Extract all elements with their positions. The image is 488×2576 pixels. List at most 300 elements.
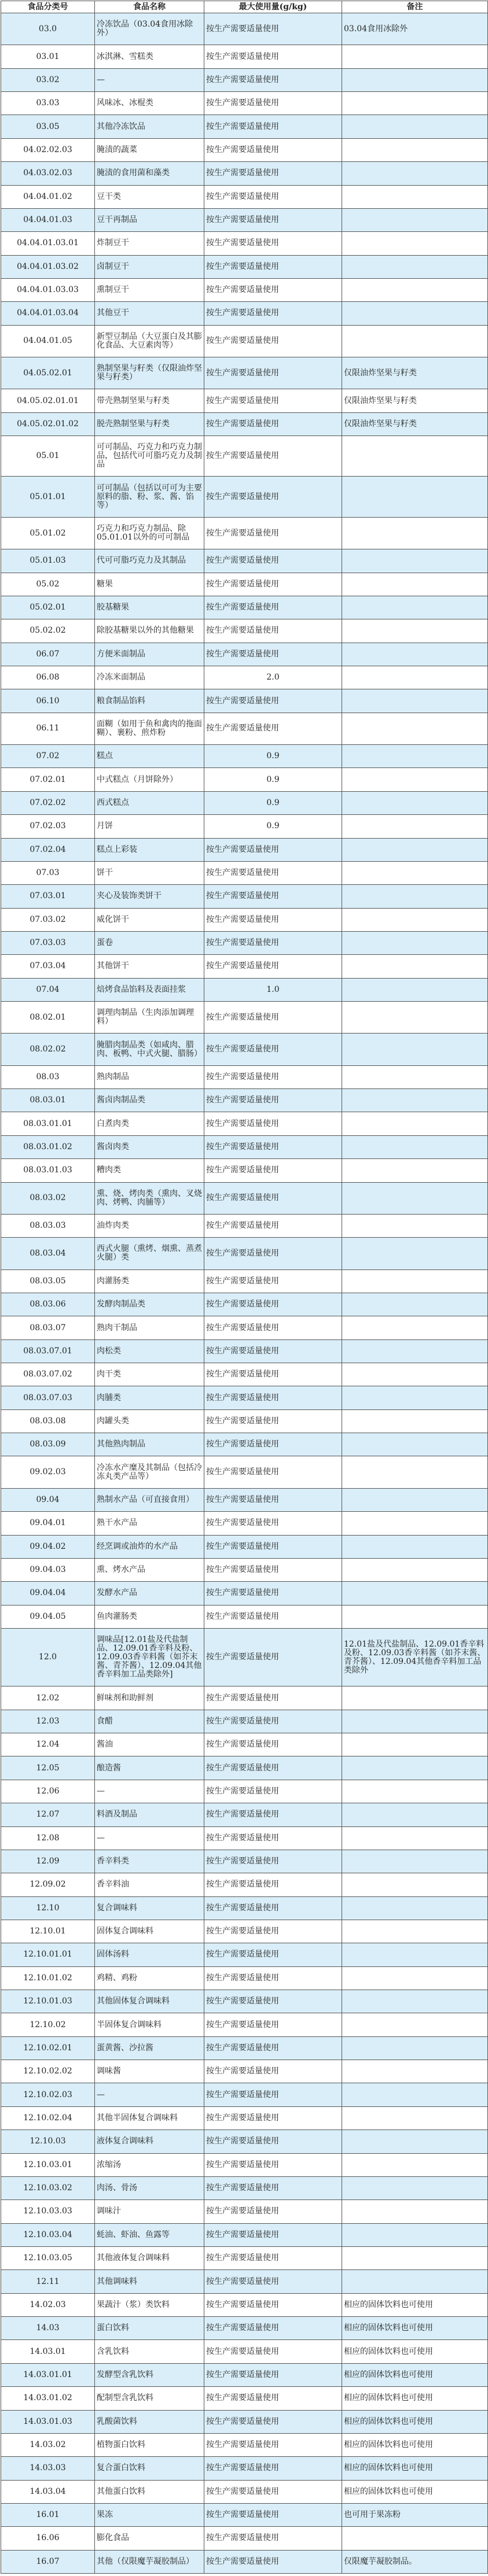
cell-max-usage: 按生产需要适量使用 (204, 2153, 342, 2176)
table-row (1, 255, 488, 278)
cell-food-name: 香辛料油 (95, 1873, 204, 1896)
cell-food-name: 其他半固体复合调味料 (95, 2106, 204, 2130)
cell-food-name: 脱壳熟制坚果与籽类 (95, 412, 204, 436)
table-row (1, 357, 488, 389)
cell-food-name: 植物蛋白饮料 (95, 2433, 204, 2456)
cell-remarks (342, 931, 488, 954)
cell-food-name: 发酵型含乳饮料 (95, 2363, 204, 2386)
cell-remarks (342, 2083, 488, 2106)
cell-food-category-code: 12.06 (1, 1780, 95, 1803)
cell-food-name: 蛋白饮料 (95, 2317, 204, 2340)
cell-food-category-code: 14.03.01 (1, 2340, 95, 2363)
cell-remarks (342, 115, 488, 138)
header-remarks: 备注 (342, 1, 488, 13)
cell-max-usage: 按生产需要适量使用 (204, 1850, 342, 1873)
cell-food-category-code: 08.03.07.01 (1, 1339, 95, 1363)
cell-max-usage: 按生产需要适量使用 (204, 1089, 342, 1112)
table-row (1, 1850, 488, 1873)
cell-remarks (342, 1512, 488, 1535)
table-row (1, 931, 488, 954)
table-header-row (1, 1, 488, 13)
cell-max-usage: 按生产需要适量使用 (204, 1034, 342, 1065)
cell-food-name: 熟干水产品 (95, 1512, 204, 1535)
cell-remarks (342, 1850, 488, 1873)
cell-food-name: — (95, 2083, 204, 2106)
cell-food-name: 半固体复合调味料 (95, 2013, 204, 2036)
cell-food-category-code: 09.04.02 (1, 1535, 95, 1558)
cell-food-category-code: 09.04.05 (1, 1605, 95, 1628)
cell-max-usage: 按生产需要适量使用 (204, 1456, 342, 1488)
cell-food-category-code: 12.02 (1, 1686, 95, 1710)
cell-food-name: 鸡精、鸡粉 (95, 1966, 204, 1990)
table-row (1, 2317, 488, 2340)
cell-food-name: 调理肉制品（生肉添加调理料） (95, 1002, 204, 1034)
cell-max-usage: 按生产需要适量使用 (204, 1409, 342, 1433)
table-row (1, 2036, 488, 2060)
table-row (1, 1135, 488, 1158)
cell-remarks: 仅限油炸坚果与籽类 (342, 389, 488, 412)
cell-food-category-code: 04.04.01.03.04 (1, 302, 95, 325)
cell-food-category-code: 14.03 (1, 2317, 95, 2340)
cell-remarks (342, 713, 488, 744)
cell-remarks (342, 1135, 488, 1158)
cell-remarks (342, 2060, 488, 2083)
cell-remarks: 仅限魔芋凝胶制品。 (342, 2550, 488, 2573)
cell-max-usage: 按生产需要适量使用 (204, 955, 342, 978)
cell-food-name: 蛋卷 (95, 931, 204, 954)
table-row (1, 2433, 488, 2456)
cell-food-name: 鲜味剂和助鲜剂 (95, 1686, 204, 1710)
cell-food-name: 熟制水产品（可直接食用） (95, 1488, 204, 1511)
cell-food-name: 西式火腿（熏烤、烟熏、蒸煮火腿）类 (95, 1238, 204, 1269)
cell-food-category-code: 07.02 (1, 745, 95, 768)
table-row (1, 1293, 488, 1316)
cell-food-category-code: 12.10.03.05 (1, 2246, 95, 2269)
cell-max-usage: 按生产需要适量使用 (204, 477, 342, 517)
cell-max-usage: 按生产需要适量使用 (204, 68, 342, 91)
table-row (1, 2153, 488, 2176)
cell-food-category-code: 08.03.01 (1, 1089, 95, 1112)
cell-remarks (342, 2176, 488, 2199)
cell-food-category-code: 12.10.02.04 (1, 2106, 95, 2130)
cell-max-usage: 按生产需要适量使用 (204, 2293, 342, 2316)
table-row (1, 768, 488, 791)
table-row (1, 1826, 488, 1850)
cell-food-name: 浓缩汤 (95, 2153, 204, 2176)
cell-max-usage: 按生产需要适量使用 (204, 1733, 342, 1756)
cell-food-category-code: 09.04.03 (1, 1558, 95, 1581)
cell-max-usage: 按生产需要适量使用 (204, 2106, 342, 2130)
cell-food-name: 冷冻水产糜及其制品（包括冷冻丸类产品等） (95, 1456, 204, 1488)
cell-food-category-code: 04.02.02.03 (1, 138, 95, 161)
cell-food-name: 饼干 (95, 861, 204, 884)
cell-food-name: 调味酱 (95, 2060, 204, 2083)
cell-max-usage: 按生产需要适量使用 (204, 92, 342, 115)
cell-remarks (342, 2130, 488, 2153)
cell-max-usage: 按生产需要适量使用 (204, 1990, 342, 2013)
cell-food-name: 熟肉干制品 (95, 1316, 204, 1339)
table-row (1, 1409, 488, 1433)
cell-food-name: 糕点上彩装 (95, 838, 204, 861)
cell-max-usage: 按生产需要适量使用 (204, 185, 342, 208)
cell-food-category-code: 05.01 (1, 436, 95, 477)
table-row (1, 1238, 488, 1269)
cell-remarks: 03.04食用冰除外 (342, 13, 488, 45)
cell-remarks (342, 1803, 488, 1826)
cell-food-category-code: 09.04 (1, 1488, 95, 1511)
cell-remarks (342, 885, 488, 908)
cell-remarks (342, 2013, 488, 2036)
table-row (1, 978, 488, 1001)
cell-food-category-code: 08.03.01.03 (1, 1159, 95, 1182)
cell-food-category-code: 09.04.01 (1, 1512, 95, 1535)
cell-food-name: 腌渍的蔬菜 (95, 138, 204, 161)
cell-max-usage: 按生产需要适量使用 (204, 162, 342, 185)
cell-food-name: 复合蛋白饮料 (95, 2457, 204, 2480)
cell-food-name: 巧克力和巧克力制品、除05.01.01以外的可可制品 (95, 517, 204, 549)
cell-remarks (342, 2223, 488, 2246)
cell-remarks: 仅限油炸坚果与籽类 (342, 357, 488, 389)
cell-remarks (342, 1269, 488, 1293)
cell-food-name: 肉干类 (95, 1363, 204, 1386)
cell-max-usage: 按生产需要适量使用 (204, 2223, 342, 2246)
cell-max-usage: 按生产需要适量使用 (204, 1710, 342, 1733)
cell-max-usage: 按生产需要适量使用 (204, 2433, 342, 2456)
cell-remarks (342, 232, 488, 255)
cell-food-name: 方便米面制品 (95, 643, 204, 666)
cell-food-category-code: 12.10.01.03 (1, 1990, 95, 2013)
table-row (1, 1629, 488, 1686)
cell-food-name: 其他熟肉制品 (95, 1433, 204, 1456)
cell-remarks: 12.01盐及代盐制品、12.09.01香辛料及粉、12.09.03香辛料酱（如芥末酱、青芥酱）、12.09.04其他香辛料加工品类除外 (342, 1629, 488, 1686)
cell-food-name: 代可可脂巧克力及其制品 (95, 549, 204, 573)
table-row (1, 138, 488, 161)
cell-max-usage: 按生产需要适量使用 (204, 1488, 342, 1511)
table-row (1, 549, 488, 573)
cell-max-usage: 按生产需要适量使用 (204, 2387, 342, 2410)
table-row (1, 13, 488, 45)
cell-max-usage: 按生产需要适量使用 (204, 1269, 342, 1293)
cell-remarks (342, 436, 488, 477)
cell-food-name: 冰淇淋、雪糕类 (95, 45, 204, 68)
cell-food-category-code: 08.03.01.02 (1, 1135, 95, 1158)
cell-max-usage: 按生产需要适量使用 (204, 1605, 342, 1628)
cell-max-usage: 按生产需要适量使用 (204, 357, 342, 389)
cell-food-category-code: 12.10.01.01 (1, 1943, 95, 1966)
cell-food-category-code: 07.04 (1, 978, 95, 1001)
cell-food-name: 其他冷冻饮品 (95, 115, 204, 138)
cell-max-usage: 按生产需要适量使用 (204, 861, 342, 884)
table-row (1, 2410, 488, 2433)
cell-remarks (342, 1582, 488, 1605)
cell-remarks (342, 138, 488, 161)
cell-remarks (342, 1034, 488, 1065)
cell-remarks: 相应的固体饮料也可使用 (342, 2410, 488, 2433)
cell-remarks: 仅限油炸坚果与籽类 (342, 412, 488, 436)
cell-max-usage: 按生产需要适量使用 (204, 689, 342, 713)
cell-food-name: 可可制品、巧克力和巧克力制品，包括代可可脂巧克力及制品 (95, 436, 204, 477)
cell-food-category-code: 04.04.01.03.01 (1, 232, 95, 255)
cell-food-name: 月饼 (95, 815, 204, 838)
table-row (1, 885, 488, 908)
table-row (1, 861, 488, 884)
cell-remarks (342, 596, 488, 619)
cell-remarks (342, 1896, 488, 1920)
table-row (1, 1780, 488, 1803)
table-row (1, 1269, 488, 1293)
cell-food-category-code: 12.0 (1, 1629, 95, 1686)
cell-max-usage: 按生产需要适量使用 (204, 2550, 342, 2573)
table-row (1, 115, 488, 138)
cell-remarks (342, 185, 488, 208)
table-row (1, 1873, 488, 1896)
cell-food-category-code: 08.03.04 (1, 1238, 95, 1269)
cell-food-name: 调味汁 (95, 2200, 204, 2223)
cell-remarks: 相应的固体饮料也可使用 (342, 2433, 488, 2456)
cell-food-name: 除胶基糖果以外的其他糖果 (95, 619, 204, 643)
cell-remarks (342, 1990, 488, 2013)
cell-food-name: 肉松类 (95, 1339, 204, 1363)
cell-remarks (342, 1873, 488, 1896)
table-row (1, 2106, 488, 2130)
cell-max-usage: 按生产需要适量使用 (204, 1512, 342, 1535)
cell-remarks: 相应的固体饮料也可使用 (342, 2340, 488, 2363)
cell-food-name: 其他豆干 (95, 302, 204, 325)
table-row (1, 1002, 488, 1034)
cell-max-usage: 按生产需要适量使用 (204, 1896, 342, 1920)
cell-food-name: 熏制豆干 (95, 278, 204, 301)
cell-food-category-code: 08.03.03 (1, 1214, 95, 1237)
cell-max-usage: 按生产需要适量使用 (204, 1238, 342, 1269)
cell-food-name: — (95, 1780, 204, 1803)
additive-usage-table (1, 1, 488, 2574)
cell-remarks (342, 1409, 488, 1433)
cell-food-category-code: 12.10.01.02 (1, 1966, 95, 1990)
cell-food-category-code: 04.04.01.05 (1, 325, 95, 357)
table-row (1, 596, 488, 619)
cell-food-category-code: 05.02.01 (1, 596, 95, 619)
cell-food-name: 胶基糖果 (95, 596, 204, 619)
cell-max-usage: 按生产需要适量使用 (204, 1756, 342, 1780)
table-row (1, 573, 488, 596)
cell-food-category-code: 04.05.02.01.01 (1, 389, 95, 412)
cell-food-name: 威化饼干 (95, 908, 204, 931)
cell-remarks (342, 255, 488, 278)
cell-max-usage: 按生产需要适量使用 (204, 1780, 342, 1803)
cell-food-category-code: 03.01 (1, 45, 95, 68)
table-row (1, 955, 488, 978)
cell-max-usage: 按生产需要适量使用 (204, 2083, 342, 2106)
cell-remarks (342, 1966, 488, 1990)
cell-food-name: 西式糕点 (95, 791, 204, 814)
cell-food-category-code: 14.03.01.01 (1, 2363, 95, 2386)
cell-remarks (342, 838, 488, 861)
cell-max-usage: 按生产需要适量使用 (204, 2200, 342, 2223)
cell-food-category-code: 12.10.03.03 (1, 2200, 95, 2223)
cell-food-name: 焙烤食品馅料及表面挂浆 (95, 978, 204, 1001)
cell-remarks (342, 2200, 488, 2223)
cell-food-category-code: 14.03.04 (1, 2480, 95, 2503)
table-row (1, 1386, 488, 1409)
cell-remarks (342, 1363, 488, 1386)
cell-max-usage: 按生产需要适量使用 (204, 1803, 342, 1826)
table-row (1, 1605, 488, 1628)
cell-food-name: 肉汤、骨汤 (95, 2176, 204, 2199)
cell-food-name: 熏、烤水产品 (95, 1558, 204, 1581)
cell-food-name: 白煮肉类 (95, 1112, 204, 1135)
cell-remarks (342, 1710, 488, 1733)
cell-food-name: 鱼肉灌肠类 (95, 1605, 204, 1628)
cell-remarks (342, 1112, 488, 1135)
cell-remarks (342, 2270, 488, 2293)
cell-max-usage: 按生产需要适量使用 (204, 208, 342, 231)
table-row (1, 1803, 488, 1826)
cell-food-category-code: 09.02.03 (1, 1456, 95, 1488)
cell-food-category-code: 08.03.02 (1, 1182, 95, 1214)
table-row (1, 2176, 488, 2199)
cell-food-category-code: 12.10.02 (1, 2013, 95, 2036)
table-row (1, 185, 488, 208)
cell-food-name: 食醋 (95, 1710, 204, 1733)
cell-food-name: 果冻 (95, 2503, 204, 2526)
cell-max-usage: 按生产需要适量使用 (204, 1316, 342, 1339)
cell-remarks: 相应的固体饮料也可使用 (342, 2387, 488, 2410)
cell-food-category-code: 12.10.02.03 (1, 2083, 95, 2106)
table-row (1, 1920, 488, 1943)
cell-max-usage: 按生产需要适量使用 (204, 2480, 342, 2503)
table-row (1, 1214, 488, 1237)
table-row (1, 1896, 488, 1920)
cell-food-category-code: 12.04 (1, 1733, 95, 1756)
cell-food-category-code: 16.01 (1, 2503, 95, 2526)
cell-max-usage: 按生产需要适量使用 (204, 2363, 342, 2386)
cell-max-usage: 按生产需要适量使用 (204, 2270, 342, 2293)
cell-max-usage: 按生产需要适量使用 (204, 302, 342, 325)
table-row (1, 1034, 488, 1065)
table-row (1, 1112, 488, 1135)
table-row (1, 2246, 488, 2269)
cell-remarks (342, 643, 488, 666)
cell-remarks (342, 791, 488, 814)
cell-food-category-code: 12.10 (1, 1896, 95, 1920)
table-row (1, 1316, 488, 1339)
table-row (1, 815, 488, 838)
table-row (1, 2457, 488, 2480)
table-row (1, 1990, 488, 2013)
cell-max-usage: 按生产需要适量使用 (204, 596, 342, 619)
cell-food-category-code: 12.09 (1, 1850, 95, 1873)
cell-max-usage: 按生产需要适量使用 (204, 643, 342, 666)
table-row (1, 619, 488, 643)
table-row (1, 1686, 488, 1710)
cell-remarks (342, 1920, 488, 1943)
cell-food-category-code: 04.04.01.03 (1, 208, 95, 231)
cell-food-category-code: 05.02 (1, 573, 95, 596)
cell-food-category-code: 07.02.02 (1, 791, 95, 814)
cell-food-name: 其他固体复合调味料 (95, 1990, 204, 2013)
cell-max-usage: 按生产需要适量使用 (204, 278, 342, 301)
cell-food-name: 豆干类 (95, 185, 204, 208)
table-row (1, 2130, 488, 2153)
cell-max-usage: 按生产需要适量使用 (204, 1386, 342, 1409)
cell-food-category-code: 16.07 (1, 2550, 95, 2573)
cell-food-name: 调味品[12.01盐及代盐制品、12.09.01香辛料及粉、12.09.03香辛料酱（如芥末酱、青芥酱）、12.09.04其他香辛料加工品类除外] (95, 1629, 204, 1686)
cell-max-usage: 按生产需要适量使用 (204, 1339, 342, 1363)
table-row (1, 1456, 488, 1488)
cell-remarks (342, 2153, 488, 2176)
cell-food-name: 风味冰、冰棍类 (95, 92, 204, 115)
cell-food-category-code: 12.11 (1, 2270, 95, 2293)
cell-food-name: 发酵水产品 (95, 1582, 204, 1605)
cell-food-category-code: 04.05.02.01.02 (1, 412, 95, 436)
cell-max-usage: 按生产需要适量使用 (204, 1065, 342, 1088)
cell-max-usage: 按生产需要适量使用 (204, 1002, 342, 1034)
cell-remarks (342, 689, 488, 713)
cell-food-name: 面糊（如用于鱼和禽肉的拖面糊）、裹粉、煎炸粉 (95, 713, 204, 744)
cell-food-name: 冷冻米面制品 (95, 666, 204, 689)
cell-food-category-code: 07.03.02 (1, 908, 95, 931)
cell-food-name: 固体复合调味料 (95, 1920, 204, 1943)
table-row (1, 1756, 488, 1780)
cell-food-name: 粮食制品馅料 (95, 689, 204, 713)
cell-remarks (342, 1065, 488, 1088)
cell-max-usage: 按生产需要适量使用 (204, 2410, 342, 2433)
cell-max-usage: 0.9 (204, 791, 342, 814)
cell-remarks (342, 1159, 488, 1182)
table-row (1, 838, 488, 861)
cell-food-category-code: 12.10.03.02 (1, 2176, 95, 2199)
table-row (1, 1433, 488, 1456)
table-row (1, 2340, 488, 2363)
cell-food-name: 炸制豆干 (95, 232, 204, 255)
table-row (1, 302, 488, 325)
cell-food-category-code: 06.07 (1, 643, 95, 666)
cell-remarks (342, 2527, 488, 2550)
cell-food-name: 带壳熟制坚果与籽类 (95, 389, 204, 412)
cell-food-name: 酱卤肉制品类 (95, 1089, 204, 1112)
cell-max-usage: 按生产需要适量使用 (204, 1943, 342, 1966)
cell-food-category-code: 05.01.02 (1, 517, 95, 549)
table-row (1, 2550, 488, 2573)
cell-food-name: 酱油 (95, 1733, 204, 1756)
table-row (1, 713, 488, 744)
table-row (1, 1966, 488, 1990)
cell-remarks (342, 2106, 488, 2130)
cell-max-usage: 按生产需要适量使用 (204, 885, 342, 908)
cell-food-category-code: 05.01.03 (1, 549, 95, 573)
table-row (1, 1943, 488, 1966)
cell-food-category-code: 04.04.01.03.02 (1, 255, 95, 278)
cell-food-name: 腌渍的食用菌和藻类 (95, 162, 204, 185)
cell-food-name: 蚝油、虾油、鱼露等 (95, 2223, 204, 2246)
table-row (1, 1363, 488, 1386)
cell-food-name: 液体复合调味料 (95, 2130, 204, 2153)
header-food-category-code: 食品分类号 (1, 1, 95, 13)
cell-max-usage: 按生产需要适量使用 (204, 2036, 342, 2060)
cell-max-usage: 按生产需要适量使用 (204, 412, 342, 436)
table-row (1, 2013, 488, 2036)
cell-remarks (342, 477, 488, 517)
cell-food-category-code: 12.10.01 (1, 1920, 95, 1943)
cell-food-category-code: 07.03 (1, 861, 95, 884)
cell-remarks (342, 815, 488, 838)
table-row (1, 68, 488, 91)
cell-max-usage: 按生产需要适量使用 (204, 2527, 342, 2550)
cell-remarks (342, 666, 488, 689)
cell-food-category-code: 14.02.03 (1, 2293, 95, 2316)
cell-max-usage: 按生产需要适量使用 (204, 1920, 342, 1943)
table-row (1, 745, 488, 768)
